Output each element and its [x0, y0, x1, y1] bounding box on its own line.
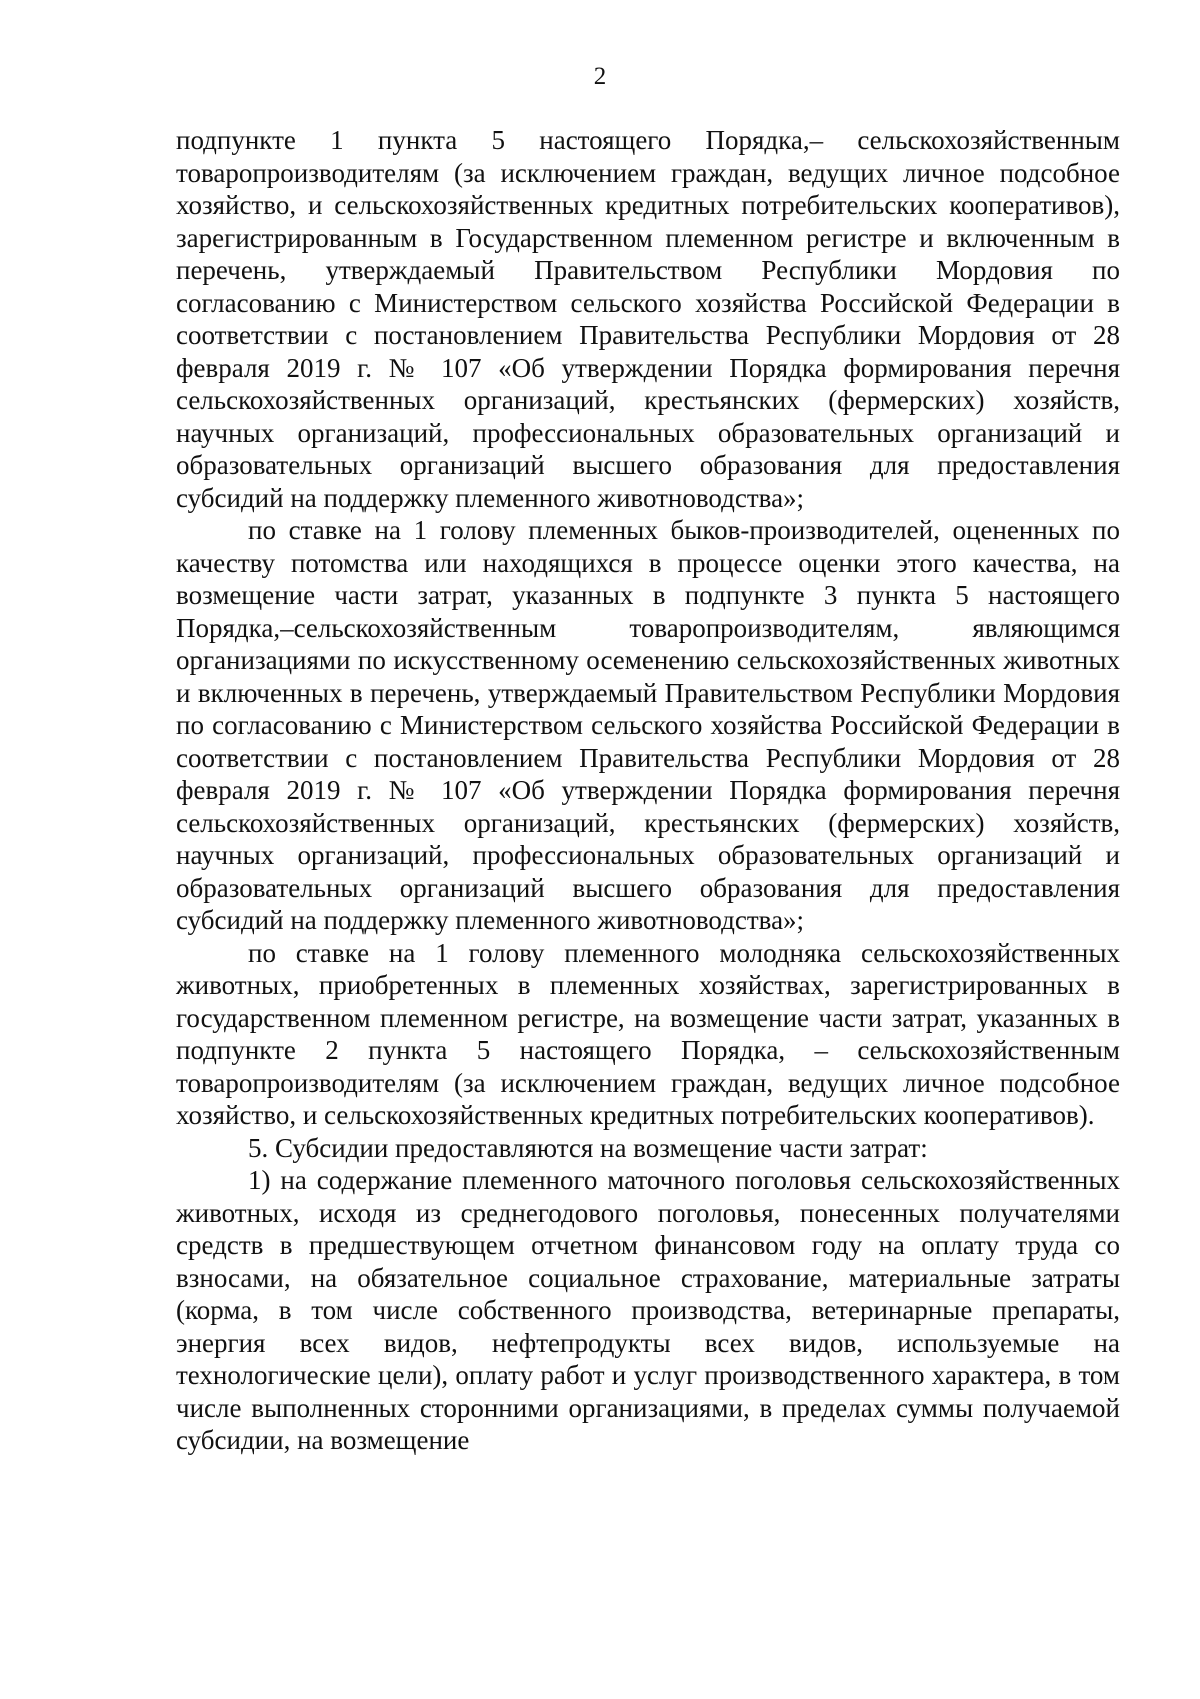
paragraph-subsection-1: 1) на содержание племенного маточного поголовья сельскохозяйственных животных, исходя из среднегодового поголовья, понесенных получателями средств в предшествующем отчетном финансовом году на оплату труда со взносами, на обязательное социальное страхование, материальные затраты (корма, в том числе собственного производства, ветеринарные препараты, энергия всех видов, нефтепродукты всех видов, используемые на технологические цели), оплату работ и услуг производственного характера, в том числе выполненных сторонними организациями, в пределах суммы получаемой субсидии, на возмещение	[176, 1165, 1120, 1455]
paragraph-young-stock: по ставке на 1 голову племенного молодняка сельскохозяйственных животных, приобретенных в племенных хозяйствах, зарегистрированных в государственном племенном регистре, на возмещение части затрат, указанных в подпункте 2 пункта 5 настоящего Порядка, – сельскохозяйственным товаропроизводителям (за исключением граждан, ведущих личное подсобное хозяйство, и сельскохозяйственных кредитных потребительских кооперативов).	[176, 937, 1120, 1130]
paragraph-section-5: 5. Субсидии предоставляются на возмещение части затрат:	[248, 1132, 928, 1163]
document-body	[176, 124, 1120, 1457]
paragraph-continuation: подпункте 1 пункта 5 настоящего Порядка,– сельскохозяйственным товаропроизводителям (за исключением граждан, ведущих личное подсобное хозяйство, и сельскохозяйственных кредитных потребительских кооперативов), зарегистрированным в Государственном племенном регистре и включенным в перечень, утверждаемый Правительством Республики Мордовия по согласованию с Министерством сельского хозяйства Российской Федерации в соответствии с постановлением Правительства Республики Мордовия от 28 февраля 2019 г. № 107 «Об утверждении Порядка формирования перечня сельскохозяйственных организаций, крестьянских (фермерских) хозяйств, научных организаций, профессиональных образовательных организаций и образовательных организаций высшего образования для предоставления субсидий на поддержку племенного животноводства»;	[176, 125, 1120, 513]
page-number: 2	[593, 63, 607, 90]
paragraph-breeding-bulls: по ставке на 1 голову племенных быков-производителей, оцененных по качеству потомства или находящихся в процессе оценки этого качества, на возмещение части затрат, указанных в подпункте 3 пункта 5 настоящего Порядка,–сельскохозяйственным товаропроизводителям, являющимся организациями по искусственному осеменению сельскохозяйственных животных и включенных в перечень, утверждаемый Правительством Республики Мордовия по согласованию с Министерством сельского хозяйства Российской Федерации в соответствии с постановлением Правительства Республики Мордовия от 28 февраля 2019 г. № 107 «Об утверждении Порядка формирования перечня сельскохозяйственных организаций, крестьянских (фермерских) хозяйств, научных организаций, профессиональных образовательных организаций и образовательных организаций высшего образования для предоставления субсидий на поддержку племенного животноводства»;	[176, 515, 1120, 935]
